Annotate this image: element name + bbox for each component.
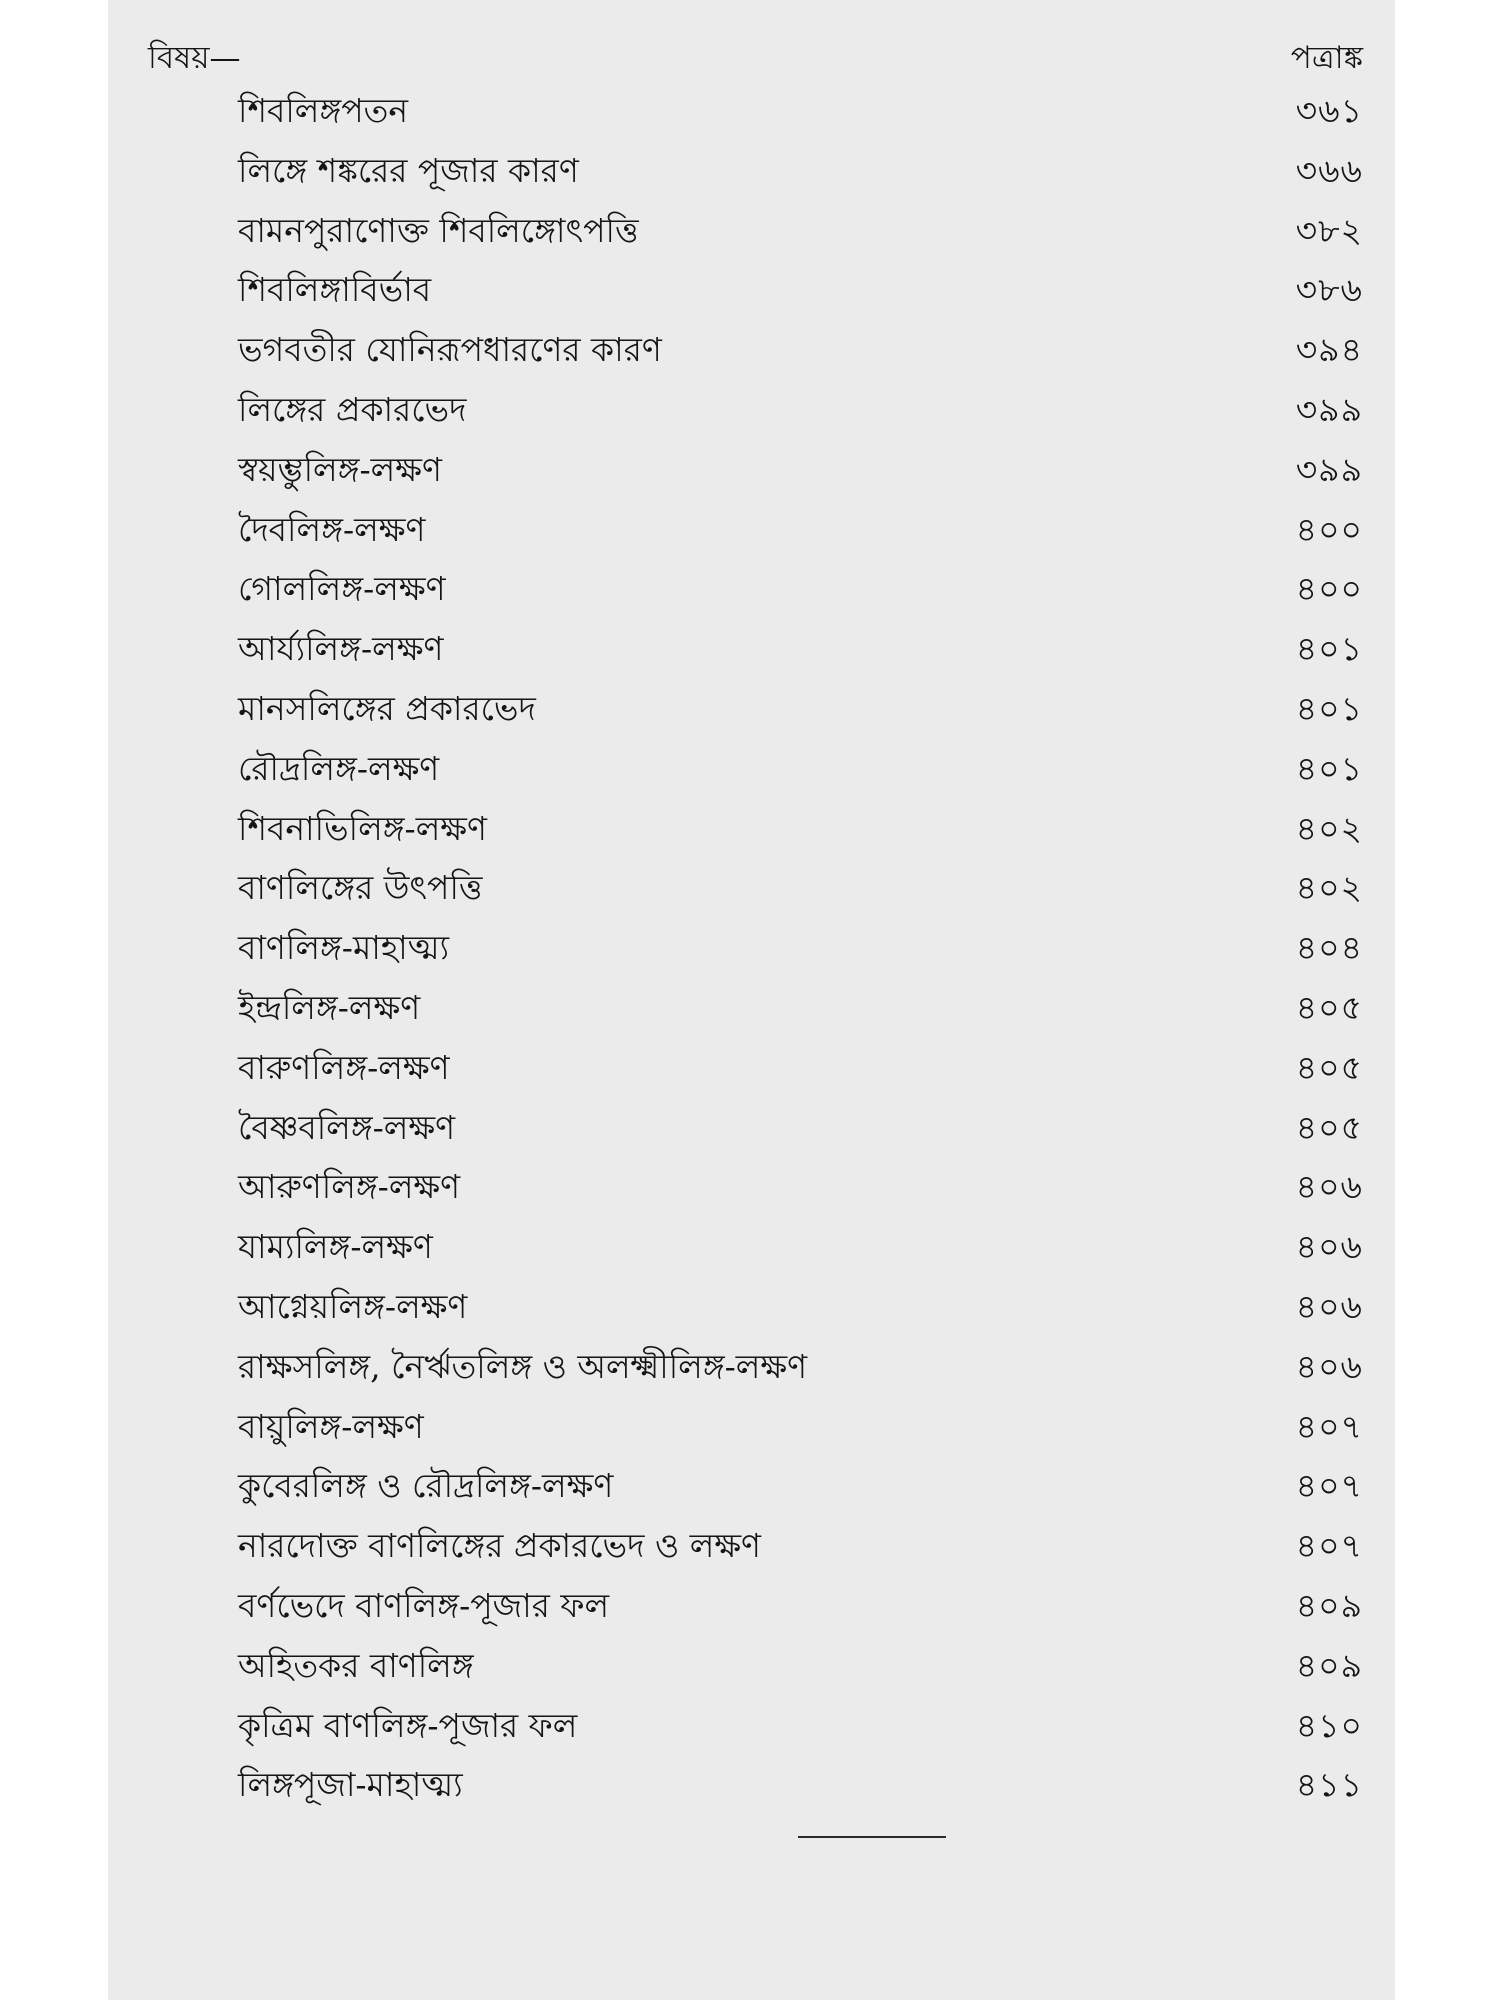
toc-entry-title: ইন্দ্রলিঙ্গ-লক্ষণ [238, 987, 421, 1027]
toc-entry-title: আর্য্যলিঙ্গ-লক্ষণ [238, 629, 444, 669]
toc-entry-title: স্বয়ম্ভুলিঙ্গ-লক্ষণ [238, 449, 442, 489]
toc-entry-title: কৃত্রিম বাণলিঙ্গ-পূজার ফল [238, 1705, 578, 1745]
toc-entry-title: নারদোক্ত বাণলিঙ্গের প্রকারভেদ ও লক্ষণ [238, 1526, 762, 1566]
toc-entry [148, 739, 1363, 799]
table-of-contents [148, 35, 1363, 1805]
toc-entry-page-number: ৪০৭ [1295, 1406, 1363, 1446]
toc-entry [148, 679, 1363, 739]
toc-entry-page-number: ৪০১ [1295, 748, 1363, 788]
toc-entry-page-number: ৩৮২ [1295, 210, 1363, 250]
toc-entry [148, 201, 1363, 261]
toc-entry-title: আরুণলিঙ্গ-লক্ষণ [238, 1167, 461, 1207]
toc-entry [148, 799, 1363, 859]
toc-entry-page-number: ৩৯৪ [1295, 330, 1363, 370]
toc-entry-page-number: ৪০৫ [1295, 1047, 1363, 1087]
toc-entry [148, 81, 1363, 141]
toc-entry-page-number: ৪০৬ [1295, 1346, 1363, 1386]
toc-list [148, 81, 1363, 1815]
toc-entry [148, 320, 1363, 380]
toc-entry [148, 1397, 1363, 1457]
toc-entry [148, 380, 1363, 440]
toc-entry [148, 260, 1363, 320]
toc-entry-title: শিবনাভিলিঙ্গ-লক্ষণ [238, 808, 487, 848]
toc-entry-title: বায়ুলিঙ্গ-লক্ষণ [238, 1406, 424, 1446]
toc-entry-title: বারুণলিঙ্গ-লক্ষণ [238, 1047, 450, 1087]
toc-entry-title: অহিতকর বাণলিঙ্গ [238, 1645, 474, 1685]
toc-entry [148, 918, 1363, 978]
toc-entry-title: লিঙ্গের প্রকারভেদ [238, 389, 467, 429]
toc-entry-page-number: ৪০৪ [1295, 928, 1363, 968]
toc-entry [148, 1038, 1363, 1098]
toc-entry-title: বর্ণভেদে বাণলিঙ্গ-পূজার ফল [238, 1585, 610, 1625]
toc-entry-title: মানসলিঙ্গের প্রকারভেদ [238, 688, 536, 728]
toc-entry [148, 559, 1363, 619]
toc-entry-page-number: ৪০৬ [1295, 1286, 1363, 1326]
toc-entry-page-number: ৪০৫ [1295, 987, 1363, 1027]
toc-entry-page-number: ৩৬১ [1295, 91, 1363, 130]
toc-entry [148, 978, 1363, 1038]
toc-entry-page-number: ৪০১ [1295, 688, 1363, 728]
toc-entry [148, 1516, 1363, 1576]
toc-entry-title: বাণলিঙ্গের উৎপত্তি [238, 868, 483, 908]
toc-header [148, 35, 1363, 81]
toc-entry-title: বাণলিঙ্গ-মাহাত্ম্য [238, 928, 450, 968]
toc-entry [148, 500, 1363, 560]
toc-entry-page-number: ৪০০ [1295, 569, 1363, 609]
toc-entry-title: কুবেরলিঙ্গ ও রৌদ্রলিঙ্গ-লক্ষণ [238, 1466, 614, 1506]
subject-column-label: বিষয়— [148, 40, 241, 76]
toc-entry-page-number: ৪০৫ [1295, 1107, 1363, 1147]
toc-entry-page-number: ৪০২ [1295, 868, 1363, 908]
toc-entry-page-number: ৪০২ [1295, 808, 1363, 848]
toc-entry [148, 440, 1363, 500]
toc-entry-title: ভগবতীর যোনিরূপধারণের কারণ [238, 330, 662, 370]
toc-entry-title: যাম্যলিঙ্গ-লক্ষণ [238, 1227, 433, 1267]
toc-entry [148, 1456, 1363, 1516]
toc-entry [148, 141, 1363, 201]
toc-entry-title: গোললিঙ্গ-লক্ষণ [238, 569, 446, 609]
toc-entry [148, 858, 1363, 918]
toc-entry-title: শিবলিঙ্গপতন [238, 91, 409, 130]
toc-entry-title: আগ্নেয়লিঙ্গ-লক্ষণ [238, 1286, 468, 1326]
toc-entry-page-number: ৪০৭ [1295, 1466, 1363, 1506]
toc-entry-title: দৈবলিঙ্গ-লক্ষণ [238, 509, 426, 549]
toc-entry-page-number: ৪০৬ [1295, 1167, 1363, 1207]
toc-entry-title: বামনপুরাণোক্ত শিবলিঙ্গোৎপত্তি [238, 210, 639, 250]
toc-entry-page-number: ৪১১ [1295, 1765, 1363, 1805]
toc-entry-page-number: ৩৯৯ [1295, 449, 1363, 489]
toc-entry [148, 1755, 1363, 1815]
end-rule-divider [798, 1836, 946, 1838]
toc-entry-page-number: ৩৬৬ [1295, 150, 1363, 190]
toc-entry-page-number: ৪১০ [1295, 1705, 1363, 1745]
page-column-label: পত্রাঙ্ক [1290, 40, 1363, 76]
toc-entry [148, 1696, 1363, 1756]
toc-entry-page-number: ৩৮৬ [1295, 270, 1363, 310]
toc-entry [148, 1576, 1363, 1636]
toc-entry-page-number: ৪০০ [1295, 509, 1363, 549]
book-page [108, 0, 1395, 2000]
toc-entry-title: রৌদ্রলিঙ্গ-লক্ষণ [238, 748, 440, 788]
toc-entry-title: লিঙ্গে শঙ্করের পূজার কারণ [238, 150, 579, 190]
toc-entry-page-number: ৩৯৯ [1295, 389, 1363, 429]
toc-entry-page-number: ৪০৭ [1295, 1526, 1363, 1566]
toc-entry [148, 619, 1363, 679]
toc-entry-title: লিঙ্গপূজা-মাহাত্ম্য [238, 1765, 463, 1805]
toc-entry-page-number: ৪০৬ [1295, 1227, 1363, 1267]
toc-entry [148, 1277, 1363, 1337]
toc-entry [148, 1217, 1363, 1277]
toc-entry-title: রাক্ষসলিঙ্গ, নৈর্ঋতলিঙ্গ ও অলক্ষ্মীলিঙ্গ-লক্ষণ [238, 1346, 808, 1386]
toc-entry-page-number: ৪০৯ [1295, 1645, 1363, 1685]
toc-entry [148, 1098, 1363, 1158]
toc-entry [148, 1157, 1363, 1217]
toc-entry-page-number: ৪০১ [1295, 629, 1363, 669]
toc-entry-title: বৈষ্ণবলিঙ্গ-লক্ষণ [238, 1107, 456, 1147]
toc-entry [148, 1337, 1363, 1397]
toc-entry [148, 1636, 1363, 1696]
toc-entry-title: শিবলিঙ্গাবির্ভাব [238, 270, 432, 310]
toc-entry-page-number: ৪০৯ [1295, 1585, 1363, 1625]
